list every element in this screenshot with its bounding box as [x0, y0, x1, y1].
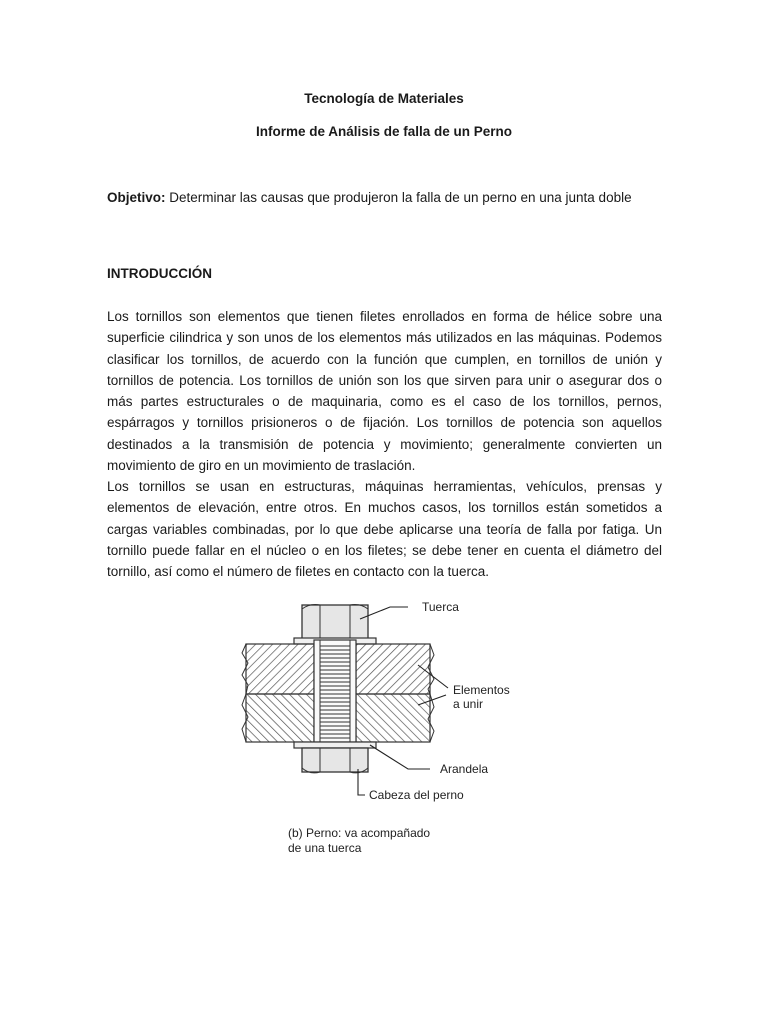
label-elements-line1: Elementos [453, 683, 510, 697]
bolt-joint-figure [230, 593, 530, 868]
label-nut: Tuerca [422, 600, 459, 614]
paragraph-intro-1: Los tornillos son elementos que tienen filetes enrollados en forma de hélice sobre una superficie cilindrica y son unos de los elementos más utilizados en las máquinas. Podemos clasificar los tornillos, de acuerdo con la función que cumplen, en tornillos de unión y tornillos de potencia. Los tornillos de unión son los que sirven para unir o asegurar dos o más partes estructurales o de maquinaria, como es el caso de los tornillos, pernos, espárragos y tornillos prisioneros o de fijación. Los tornillos de potencia son aquellos destinados a la transmisión de potencia y movimiento; generalmente convierten un movimiento de giro en un movimiento de traslación. [107, 309, 662, 474]
paragraph-intro-2: Los tornillos se usan en estructuras, máquinas herramientas, vehículos, prensas y elementos de elevación, entre otros. En muchos casos, los tornillos están sometidos a cargas variables combinadas, por lo que debe aplicarse una teoría de falla por fatiga. Un tornillo puede fallar en el núcleo o en los filetes; se debe tener en cuenta el diámetro del tornillo, así como el número de filetes en contacto con la tuerca. [107, 479, 662, 580]
label-bolt-head: Cabeza del perno [369, 788, 464, 802]
course-title: Tecnología de Materiales [304, 91, 464, 106]
report-title: Informe de Análisis de falla de un Perno [255, 124, 513, 139]
section-heading: INTRODUCCIÓN [107, 266, 212, 281]
label-washer: Arandela [440, 762, 489, 776]
figure-caption-line1: (b) Perno: va acompañado [288, 826, 431, 840]
nut-shape [302, 605, 368, 641]
figure-caption-line2: de una tuerca [288, 841, 362, 855]
washer-bottom-shape [294, 742, 376, 748]
label-elements-line2: a unir [453, 697, 484, 711]
objective [107, 190, 667, 205]
objective-label: Objetivo: [107, 190, 166, 205]
objective-text: Determinar las causas que produjeron la falla de un perno en una junta doble [169, 190, 632, 205]
bolt-shank-shape [314, 640, 356, 742]
